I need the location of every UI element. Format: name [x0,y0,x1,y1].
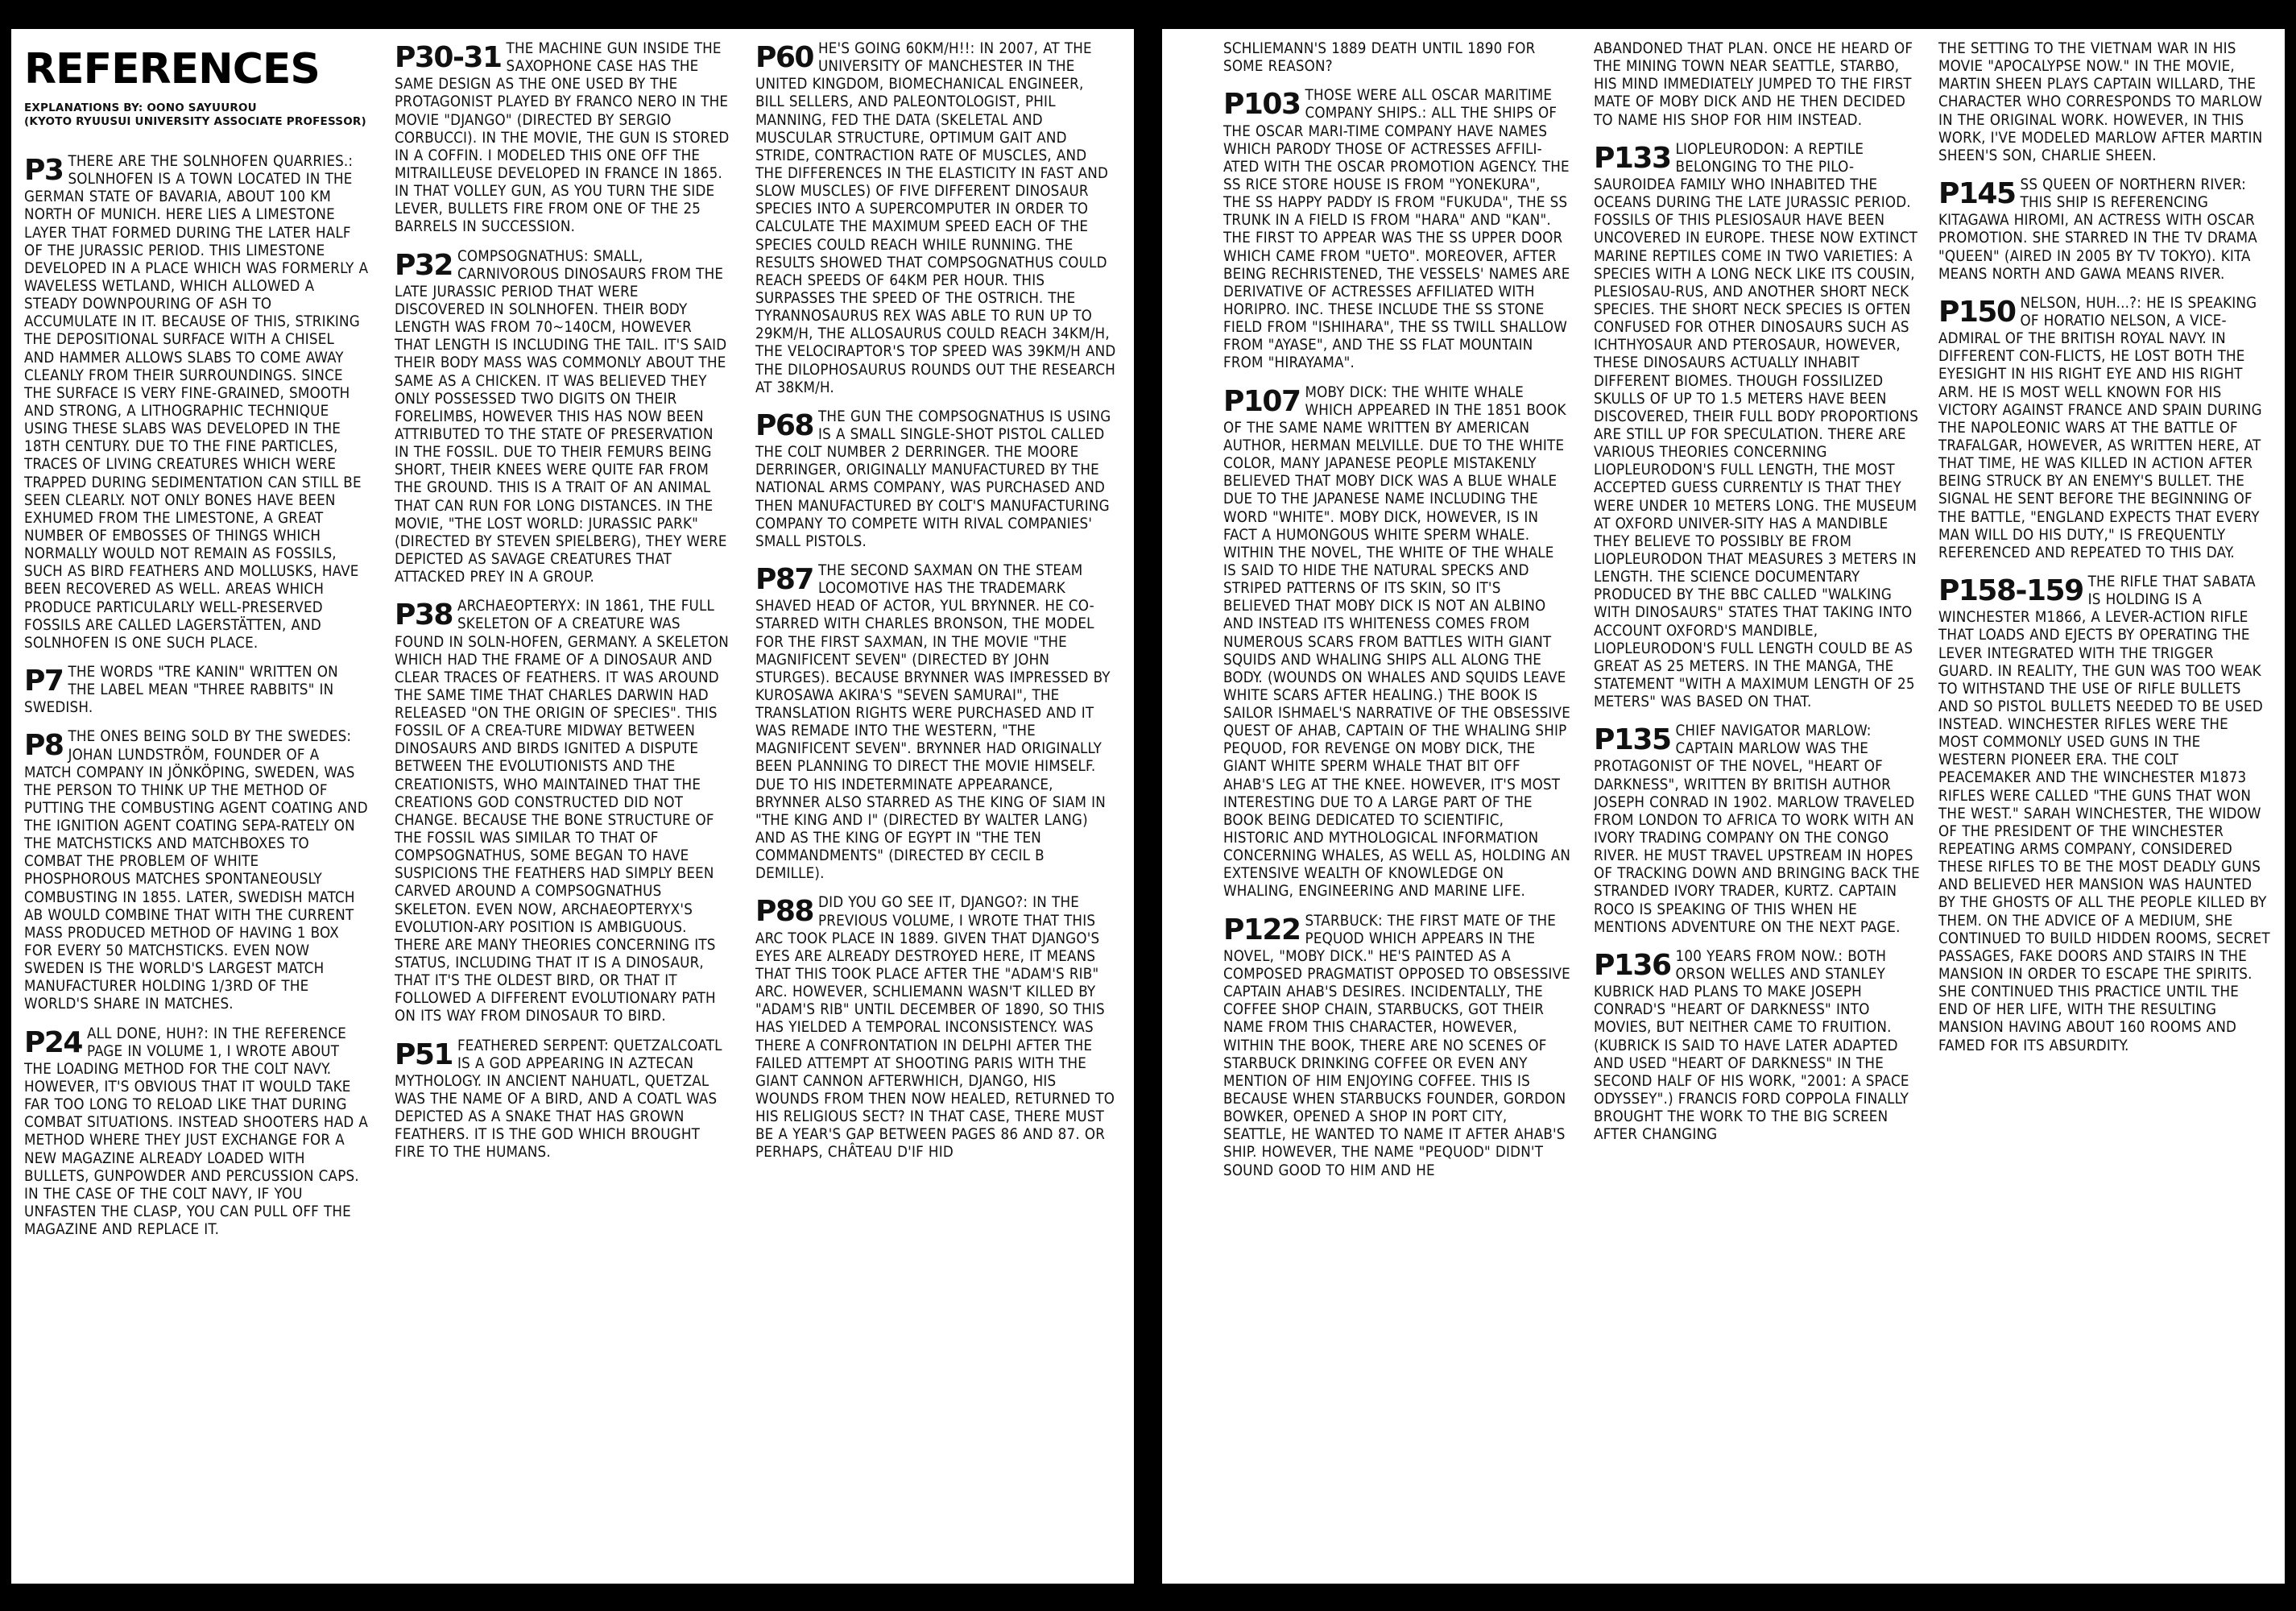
page-number-label: P88 [755,895,813,929]
reference-entry [1938,574,2270,1055]
reference-entry [755,894,1116,1162]
page-number-label: P145 [1938,176,2016,210]
page-number-label: P32 [395,248,453,282]
reference-entry [755,562,1116,884]
page-number-label: P103 [1223,88,1301,122]
entry-text: THE ONES BEING SOLD BY THE SWEDES: JOHAN LUNDSTRÖM, FOUNDER OF A MATCH COMPANY IN JÖNKÖPING, SWEDEN, WAS THE PERSON TO THINK UP THE METHOD OF PUTTING THE COMBUSTING AGENT COATING AND THE IGNITION AGENT COATING SEPA-RATELY ON THE MATCHSTICKS AND MATCHBOXES TO COMBAT THE PROBLEM OF WHITE PHOSPHOROUS MATCHES SPONTANEOUSLY COMBUSTING IN 1855. LATER, SWEDISH MATCH AB WOULD COMBINE THAT WITH THE CURRENT MASS PRODUCED METHOD OF HAVING 1 BOX FOR EVERY 50 MATCHSTICKS. EVEN NOW SWEDEN IS THE WORLD'S LARGEST MATCH MANUFACTURER HOLDING 1/3RD OF THE WORLD'S SHARE IN MATCHES. [24,728,368,1013]
page-number-label: P3 [24,154,64,187]
entry-text: THOSE WERE ALL OSCAR MARITIME COMPANY SHIPS.: ALL THE SHIPS OF THE OSCAR MARI-TIME COMPANY HAVE NAMES WHICH PARODY THOSE OF ACTRESSES AFFILI-ATED WITH THE OSCAR PROMOTION AGENCY. THE SS RICE STORE HOUSE IS FROM "YONEKURA", THE SS HAPPY PADDY IS FROM "FUKUDA", THE SS TRUNK IN A FIELD IS FROM "HARA" AND "KAN". THE FIRST TO APPEAR WAS THE SS UPPER DOOR WHICH CAME FROM "UETO". MOREOVER, AFTER BEING RECHRISTENED, THE VESSELS' NAMES ARE DERIVATIVE OF ACTRESSES AFFILIATED WITH HORIPRO. INC. THESE INCLUDE THE SS STONE FIELD FROM "ISHIHARA", THE SS TWILL SHALLOW FROM "AYASE", AND THE SS FLAT MOUNTAIN FROM "HIRAYAMA". [1223,87,1570,372]
entry-text: LIOPLEURODON: A REPTILE BELONGING TO THE PILO-SAUROIDEA FAMILY WHO INHABITED THE OCEANS DURING THE LATE JURASSIC PERIOD. FOSSILS OF THIS PLESIOSAUR HAVE BEEN UNCOVERED IN EUROPE. THESE NOW EXTINCT MARINE REPTILES COME IN TWO VARIETIES: A SPECIES WITH A LONG NECK LIKE ITS COUSIN, PLESIOSAU-RUS, AND ANOTHER SHORT NECK SPECIES. THE SHORT NECK SPECIES IS OFTEN CONFUSED FOR OTHER DINOSAURS SUCH AS ICHTHYOSAUR AND PTEROSAUR, HOWEVER, THESE DINOSAURS ACTUALLY INHABIT DIFFERENT BIOMES. THOUGH FOSSILIZED SKULLS OF UP TO 1.5 METERS HAVE BEEN DISCOVERED, THEIR FULL BODY PROPORTIONS ARE STILL UP FOR SPECULATION. THERE ARE VARIOUS THEORIES CONCERNING LIOPLEURODON'S FULL LENGTH, THE MOST ACCEPTED GUESS CURRENTLY IS THAT THEY WERE UNDER 10 METERS LONG. THE MUSEUM AT OXFORD UNIVER-SITY HAS A MANDIBLE THEY BELIEVE TO POSSIBLY BE FROM LIOPLEURODON THAT MEASURES 3 METERS IN LENGTH. THE SCIENCE DOCUMENTARY PRODUCED BY THE BBC CALLED "WALKING WITH DINOSAURS" STATES THAT TAKING INTO ACCOUNT OXFORD'S MANDIBLE, LIOPLEURODON'S FULL LENGTH COULD BE AS GREAT AS 25 METERS. IN THE MANGA, THE STATEMENT "WITH A MAXIMUM LENGTH OF 25 METERS" WAS BASED ON THAT. [1594,140,1919,711]
entry-text: ARCHAEOPTERYX: IN 1861, THE FULL SKELETON OF A CREATURE WAS FOUND IN SOLN-HOFEN, GERMANY. A SKELETON WHICH HAD THE FRAME OF A DINOSAUR AND CLEAR TRACES OF FEATHERS. IT WAS AROUND THE SAME TIME THAT CHARLES DARWIN HAD RELEASED "ON THE ORIGIN OF SPECIES". THIS FOSSIL OF A CREA-TURE MIDWAY BETWEEN DINOSAURS AND BIRDS IGNITED A DISPUTE BETWEEN THE EVOLUTIONISTS AND THE CREATIONISTS, WHO MAINTAINED THAT THE CREATIONS GOD CONSTRUCTED DID NOT CHANGE. BECAUSE THE BONE STRUCTURE OF THE FOSSIL WAS SIMILAR TO THAT OF COMPSOGNATHUS, SOME BEGAN TO HAVE SUSPICIONS THE FEATHERS HAD SIMPLY BEEN CARVED AROUND A COMPSOGNATHUS SKELETON. EVEN NOW, ARCHAEOPTERYX'S EVOLUTION-ARY POSITION IS AMBIGUOUS. THERE ARE MANY THEORIES CONCERNING ITS STATUS, INCLUDING THAT IT IS A DINOSAUR, THAT IT'S THE OLDEST BIRD, OR THAT IT FOLLOWED A DIFFERENT EVOLUTIONARY PATH ON ITS WAY FROM DINOSAUR TO BIRD. [395,598,730,1025]
entry-text: THE RIFLE THAT SABATA IS HOLDING IS A WINCHESTER M1866, A LEVER-ACTION RIFLE THAT LOADS AND EJECTS BY OPERATING THE LEVER INTEGRATED WITH THE TRIGGER GUARD. IN REALITY, THE GUN WAS TOO WEAK TO WITHSTAND THE USE OF RIFLE BULLETS AND SO PISTOL BULLETS NEEDED TO BE USED INSTEAD. WINCHESTER RIFLES WERE THE MOST COMMONLY USED GUNS IN THE WESTERN PIONEER ERA. THE COLT PEACEMAKER AND THE WINCHESTER M1873 RIFLES WERE CALLED "THE GUNS THAT WON THE WEST." SARAH WINCHESTER, THE WIDOW OF THE PRESIDENT OF THE WINCHESTER REPEATING ARMS COMPANY, CONSIDERED THESE RIFLES TO BE THE MOST DEADLY GUNS AND BELIEVED HER MANSION WAS HAUNTED BY THE GHOSTS OF ALL THE PEOPLE KILLED BY THEM. ON THE ADVICE OF A MEDIUM, SHE CONTINUED TO BUILD HIDDEN ROOMS, SECRET PASSAGES, FAKE DOORS AND STAIRS IN THE MANSION IN ORDER TO ESCAPE THE SPIRITS. SHE CONTINUED THIS PRACTICE UNTIL THE END OF HER LIFE, WITH THE RESULTING MANSION HAVING ABOUT 160 ROOMS AND FAMED FOR ITS ABSURDITY. [1938,573,2270,1054]
right-column-2 [1594,40,1926,1576]
reference-entry [1594,141,1926,712]
page-number-label: P38 [395,598,453,632]
reference-entry [395,40,731,237]
continued-text: SCHLIEMANN'S 1889 DEATH UNTIL 1890 FOR SOME REASON? [1223,40,1536,76]
entry-text: THE SECOND SAXMAN ON THE STEAM LOCOMOTIVE HAS THE TRADEMARK SHAVED HEAD OF ACTOR, YUL BRYNNER. HE CO-STARRED WITH CHARLES BRONSON, THE MODEL FOR THE FIRST SAXMAN, IN THE MOVIE "THE MAGNIFICENT SEVEN" (DIRECTED BY JOHN STURGES). BECAUSE BRYNNER WAS IMPRESSED BY KUROSAWA AKIRA'S "SEVEN SAMURAI", THE TRANSLATION RIGHTS WERE PURCHASED AND IT WAS REMADE INTO THE WESTERN, "THE MAGNIFICENT SEVEN". BRYNNER HAD ORIGINALLY BEEN PLANNING TO DIRECT THE MOVIE HIMSELF. DUE TO HIS INDETERMINATE APPEARANCE, BRYNNER ALSO STARRED AS THE KING OF SIAM IN "THE KING AND I" (DIRECTED BY WALTER LANG) AND AS THE KING OF EGYPT IN "THE TEN COMMANDMENTS" (DIRECTED BY CECIL B DEMILLE). [755,561,1111,883]
entry-text: THE GUN THE COMPSOGNATHUS IS USING IS A SMALL SINGLE-SHOT PISTOL CALLED THE COLT NUMBER 2 DERRINGER. THE MOORE DERRINGER, ORIGINALLY MANUFACTURED BY THE NATIONAL ARMS COMPANY, WAS PURCHASED AND THEN MANUFACTURED BY COLT'S MANUFACTURING COMPANY TO COMPETE WITH RIVAL COMPANIES' SMALL PISTOLS. [755,408,1111,550]
continued-text: ABANDONED THAT PLAN. ONCE HE HEARD OF THE MINING TOWN NEAR SEATTLE, STARBO, HIS MIND IMMEDIATELY JUMPED TO THE FIRST MATE OF MOBY DICK AND HE THEN DECIDED TO NAME HIS SHOP FOR HIM INSTEAD. [1594,40,1913,129]
page-number-label: P68 [755,408,813,442]
entry-text: MOBY DICK: THE WHITE WHALE WHICH APPEARED IN THE 1851 BOOK OF THE SAME NAME WRITTEN BY AMERICAN AUTHOR, HERMAN MELVILLE. DUE TO THE WHITE COLOR, MANY JAPANESE PEOPLE MISTAKENLY BELIEVED THAT MOBY DICK WAS A BLUE WHALE DUE TO THE JAPANESE NAME INCLUDING THE WORD "WHITE". MOBY DICK, HOWEVER, IS IN FACT A HUMONGOUS WHITE SPERM WHALE. WITHIN THE NOVEL, THE WHITE OF THE WHALE IS SAID TO HIDE THE NATURAL SPECKS AND STRIPED PATTERNS OF ITS SKIN, SO IT'S BELIEVED THAT MOBY DICK IS NOT AN ALBINO AND INSTEAD ITS WHITENESS COMES FROM NUMEROUS SCARS FROM BATTLES WITH GIANT SQUIDS AND WHALING SHIPS ALL ALONG THE BODY. (WOUNDS ON WHALES AND SQUIDS LEAVE WHITE SCARS AFTER HEALING.) THE BOOK IS SAILOR ISHMAEL'S NARRATIVE OF THE OBSESSIVE QUEST OF AHAB, CAPTAIN OF THE WHALING SHIP PEQUOD, FOR REVENGE ON MOBY DICK, THE GIANT WHITE SPERM WHALE THAT BIT OFF AHAB'S LEG AT THE KNEE. HOWEVER, IT'S MOST INTERESTING DUE TO A LARGE PART OF THE BOOK BEING DEDICATED TO SCIENTIFIC, HISTORIC AND MYTHOLOGICAL INFORMATION CONCERNING WHALES, AS WELL AS, HOLDING AN EXTENSIVE WEALTH OF KNOWLEDGE ON WHALING, ENGINEERING AND MARINE LIFE. [1223,383,1571,901]
entry-text: DID YOU GO SEE IT, DJANGO?: IN THE PREVIOUS VOLUME, I WROTE THAT THIS ARC TOOK PLACE IN 1889. GIVEN THAT DJANGO'S EYES ARE ALREADY DESTROYED HERE, IT MEANS THAT THIS TOOK PLACE AFTER THE "ADAM'S RIB" ARC. HOWEVER, SCHLIEMANN WASN'T KILLED BY "ADAM'S RIB" UNTIL DECEMBER OF 1890, SO THIS HAS YIELDED A TEMPORAL INCONSISTENCY. WAS THERE A CONFRONTATION IN DELPHI AFTER THE FAILED ATTEMPT AT SHOOTING PARIS WITH THE GIANT CANNON AFTERWHICH, DJANGO, HIS WOUNDS FROM THEN NOW HEALED, RETURNED TO HIS RELIGIOUS SECT? IN THAT CASE, THERE MUST BE A YEAR'S GAP BETWEEN PAGES 86 AND 87. OR PERHAPS, CHÂTEAU D'IF HID [755,894,1115,1162]
left-page [11,29,1134,1584]
reference-entry [24,153,369,652]
entry-text: HE'S GOING 60KM/H!!: IN 2007, AT THE UNIVERSITY OF MANCHESTER IN THE UNITED KINGDOM, BIOMECHANICAL ENGINEER, BILL SELLERS, AND PALEONTOLOGIST, PHIL MANNING, FED THE DATA (SKELETAL AND MUSCULAR STRUCTURE, OPTIMUM GAIT AND STRIDE, CONTRACTION RATE OF MUSCLES, AND THE DIFFERENCES IN THE ELASTICITY IN FAST AND SLOW MUSCLES) OF FIVE DIFFERENT DINOSAUR SPECIES INTO A SUPERCOMPUTER IN ORDER TO CALCULATE THE MAXIMUM SPEED EACH OF THE SPECIES COULD REACH WHILE RUNNING. THE RESULTS SHOWED THAT COMPSOGNATHUS COULD REACH SPEEDS OF 64KM PER HOUR. THIS SURPASSES THE SPEED OF THE OSTRICH. THE TYRANNOSAURUS REX WAS ABLE TO RUN UP TO 29KM/H, THE ALLOSAURUS COULD REACH 34KM/H, THE VELOCIRAPTOR'S TOP SPEED WAS 39KM/H AND THE DILOPHOSAURUS ROUNDS OUT THE RESEARCH AT 38KM/H. [755,40,1116,396]
page-number-label: P87 [755,562,813,596]
reference-entry [1594,723,1926,937]
page-number-label: P107 [1223,384,1301,418]
reference-entry [395,598,731,1025]
page-number-label: P7 [24,664,64,698]
credit-author: EXPLANATIONS BY: OONO SAYUUROU [24,101,257,114]
reference-entry [1594,948,1926,1145]
reference-entry [755,408,1116,551]
reference-entry [395,1037,731,1162]
reference-entry [1938,176,2270,284]
left-column-3 [755,40,1116,1576]
page-number-label: P8 [24,729,64,763]
entries-list [395,40,731,1162]
entry-text: THE WORDS "TRE KANIN" WRITTEN ON THE LABEL MEAN "THREE RABBITS" IN SWEDISH. [24,663,338,717]
entries-list [1938,176,2270,1055]
credit-line [24,101,369,129]
entry-text: 100 YEARS FROM NOW.: BOTH ORSON WELLES AND STANLEY KUBRICK HAD PLANS TO MAKE JOSEPH CONRAD'S "HEART OF DARKNESS" INTO MOVIES, BUT NEITHER CAME TO FRUITION. (KUBRICK IS SAID TO HAVE LATER ADAPTED AND USED "HEART OF DARKNESS" IN THE SECOND HALF OF HIS WORK, "2001: A SPACE ODYSSEY".) FRANCIS FORD COPPOLA FINALLY BROUGHT THE WORK TO THE BIG SCREEN AFTER CHANGING [1594,947,1909,1144]
page-title: REFERENCES [24,45,320,93]
right-column-3 [1938,40,2270,1576]
entries-list [1223,87,1571,1179]
entry-text: SS QUEEN OF NORTHERN RIVER: THIS SHIP IS REFERENCING KITAGAWA HIROMI, AN ACTRESS WITH OSCAR PROMOTION. SHE STARRED IN THE TV DRAMA "QUEEN" (AIRED IN 2005 BY TV TOKYO). KITA MEANS NORTH AND GAWA MEANS RIVER. [1938,176,2257,283]
reference-entry [24,1025,369,1240]
right-page [1162,29,2285,1584]
page-number-label: P24 [24,1025,82,1059]
entries-list [24,153,369,1239]
left-column-1 [24,40,369,1576]
right-column-1 [1223,40,1571,1576]
entry-text: NELSON, HUH...?: HE IS SPEAKING OF HORATIO NELSON, A VICE-ADMIRAL OF THE BRITISH ROYAL NAVY. IN DIFFERENT CON-FLICTS, HE LOST BOTH THE EYESIGHT IN HIS RIGHT EYE AND HIS RIGHT ARM. HE IS MOST WELL KNOWN FOR HIS VICTORY AGAINST FRANCE AND SPAIN DURING THE NAPOLEONIC WARS AT THE BATTLE OF TRAFALGAR, HOWEVER, AS WRITTEN HERE, AT THAT TIME, HE WAS KILLED IN ACTION AFTER BEING STRUCK BY AN ENEMY'S BULLET. THE SIGNAL HE SENT BEFORE THE BEGINNING OF THE BATTLE, "ENGLAND EXPECTS THAT EVERY MAN WILL DO HIS DUTY," IS FREQUENTLY REFERENCED AND REPEATED TO THIS DAY. [1938,294,2262,561]
page-number-label: P158-159 [1938,574,2083,607]
left-column-2 [395,40,731,1576]
entry-text: STARBUCK: THE FIRST MATE OF THE PEQUOD WHICH APPEARS IN THE NOVEL, "MOBY DICK." HE'S PAINTED AS A COMPOSED PRAGMATIST OPPOSED TO OBSESSIVE CAPTAIN AHAB'S DESIRES. INCIDENTALLY, THE COFFEE SHOP CHAIN, STARBUCKS, GOT THEIR NAME FROM THIS CHARACTER, HOWEVER, WITHIN THE BOOK, THERE ARE NO SCENES OF STARBUCK DRINKING COFFEE OR EVEN ANY MENTION OF HIM ENJOYING COFFEE. THIS IS BECAUSE WHEN STARBUCKS FOUNDER, GORDON BOWKER, OPENED A SHOP IN PORT CITY, SEATTLE, HE WANTED TO NAME IT AFTER AHAB'S SHIP. HOWEVER, THE NAME "PEQUOD" DIDN'T SOUND GOOD TO HIM AND HE [1223,912,1570,1179]
page-number-label: P133 [1594,141,1671,175]
entry-text: FEATHERED SERPENT: QUETZALCOATL IS A GOD APPEARING IN AZTECAN MYTHOLOGY. IN ANCIENT NAHUATL, QUETZAL WAS THE NAME OF A BIRD, AND A COATL WAS DEPICTED AS A SNAKE THAT HAS GROWN FEATHERS. IT IS THE GOD WHICH BROUGHT FIRE TO THE HUMANS. [395,1037,722,1162]
entry-text: THERE ARE THE SOLNHOFEN QUARRIES.: SOLNHOFEN IS A TOWN LOCATED IN THE GERMAN STATE OF BAVARIA, ABOUT 100 KM NORTH OF MUNICH. HERE LIES A LIMESTONE LAYER THAT FORMED DURING THE LATER HALF OF THE JURASSIC PERIOD. THIS LIMESTONE DEVELOPED IN A PLACE WHICH WAS FORMERLY A WAVELESS WETLAND, WHICH ALLOWED A STEADY DOWNPOURING OF ASH TO ACCUMULATE IN IT. BECAUSE OF THIS, STRIKING THE DEPOSITIONAL SURFACE WITH A CHISEL AND HAMMER ALLOWS SLABS TO COME AWAY CLEANLY FROM THEIR SURROUNDINGS. SINCE THE SURFACE IS VERY FINE-GRAINED, SMOOTH AND STRONG, A LITHOGRAPHIC TECHNIQUE USING THESE SLABS WAS DEVELOPED IN THE 18TH CENTURY. DUE TO THE FINE PARTICLES, TRACES OF LIVING CREATURES WHICH WERE TRAPPED DURING SEDIMENTATION CAN STILL BE SEEN CLEARLY. NOT ONLY BONES HAVE BEEN EXHUMED FROM THE LIMESTONE, A GREAT NUMBER OF EMBOSSES OF THINGS WHICH NORMALLY WOULD NOT REMAIN AS FOSSILS, SUCH AS BIRD FEATHERS AND MOLLUSKS, HAVE BEEN RECOVERED AS WELL. AREAS WHICH PRODUCE PARTICULARLY WELL-PRESERVED FOSSILS ARE CALLED LAGERSTÄTTEN, AND SOLNHOFEN IS ONE SUCH PLACE. [24,153,369,652]
page-number-label: P135 [1594,723,1671,757]
entry-text: COMPSOGNATHUS: SMALL, CARNIVOROUS DINOSAURS FROM THE LATE JURASSIC PERIOD THAT WERE DISCOVERED IN SOLNHOFEN. THEIR BODY LENGTH WAS FROM 70~140CM, HOWEVER THAT LENGTH IS INCLUDING THE TAIL. IT'S SAID THEIR BODY MASS WAS COMMONLY ABOUT THE SAME AS A CHICKEN. IT WAS BELIEVED THEY ONLY POSSESSED TWO DIGITS ON THEIR FORELIMBS, HOWEVER THIS HAS NOW BEEN ATTRIBUTED TO THE STATE OF PRESERVATION IN THE FOSSIL. DUE TO THEIR FEMURS BEING SHORT, THEIR KNEES WERE QUITE FAR FROM THE GROUND. THIS IS A TRAIT OF AN ANIMAL THAT CAN RUN FOR LONG DISTANCES. IN THE MOVIE, "THE LOST WORLD: JURASSIC PARK" (DIRECTED BY STEVEN SPIELBERG), THEY WERE DEPICTED AS SAVAGE CREATURES THAT ATTACKED PREY IN A GROUP. [395,247,727,586]
continued-text: THE SETTING TO THE VIETNAM WAR IN HIS MOVIE "APOCALYPSE NOW." IN THE MOVIE, MARTIN SHEEN PLAYS CAPTAIN WILLARD, THE CHARACTER WHO CORRESPONDS TO MARLOW IN THE ORIGINAL WORK. HOWEVER, IN THIS WORK, I'VE MODELED MARLOW AFTER MARTIN SHEEN'S SON, CHARLIE SHEEN. [1938,40,2263,164]
page-number-label: P60 [755,41,813,74]
entry-text: ALL DONE, HUH?: IN THE REFERENCE PAGE IN VOLUME 1, I WROTE ABOUT THE LOADING METHOD FOR THE COLT NAVY. HOWEVER, IT'S OBVIOUS THAT IT WOULD TAKE FAR TOO LONG TO RELOAD LIKE THAT DURING COMBAT SITUATIONS. INSTEAD SHOOTERS HAD A METHOD WHERE THEY JUST EXCHANGE FOR A NEW MAGAZINE ALREADY LOADED WITH BULLETS, GUNPOWDER AND PERCUSSION CAPS. IN THE CASE OF THE COLT NAVY, IF YOU UNFASTEN THE CLASP, YOU CAN PULL OFF THE MAGAZINE AND REPLACE IT. [24,1025,369,1239]
page-number-label: P150 [1938,295,2016,329]
credit-affiliation: (KYOTO RYUUSUI UNIVERSITY ASSOCIATE PROFESSOR) [24,115,366,128]
entries-list [1594,141,1926,1145]
reference-entry [1938,295,2270,562]
reference-entry [1223,384,1571,901]
reference-entry [1223,913,1571,1180]
entries-list [755,40,1116,1162]
page-number-label: P122 [1223,913,1301,946]
reference-entry [395,248,731,587]
reference-entry [24,664,369,717]
entry-text: THE MACHINE GUN INSIDE THE SAXOPHONE CASE HAS THE SAME DESIGN AS THE ONE USED BY THE PROTAGONIST PLAYED BY FRANCO NERO IN THE MOVIE "DJANGO" (DIRECTED BY SERGIO CORBUCCI). IN THE MOVIE, THE GUN IS STORED IN A COFFIN. I MODELED THIS ONE OFF THE MITRAILLEUSE DEVELOPED IN FRANCE IN 1865. IN THAT VOLLEY GUN, AS YOU TURN THE SIDE LEVER, BULLETS FIRE FROM ONE OF THE 25 BARRELS IN SUCCESSION. [395,40,730,236]
page-number-label: P51 [395,1037,453,1071]
reference-entry [24,728,369,1013]
page-number-label: P30-31 [395,41,502,74]
reference-entry [755,40,1116,397]
entry-text: CHIEF NAVIGATOR MARLOW: CAPTAIN MARLOW WAS THE PROTAGONIST OF THE NOVEL, "HEART OF DARKNESS", WRITTEN BY BRITISH AUTHOR JOSEPH CONRAD IN 1902. MARLOW TRAVELED FROM LONDON TO AFRICA TO WORK WITH AN IVORY TRADING COMPANY ON THE CONGO RIVER. HE MUST TRAVEL UPSTREAM IN HOPES OF TRACKING DOWN AND BRINGING BACK THE STRANDED IVORY TRADER, KURTZ. CAPTAIN ROCO IS SPEAKING OF THIS WHEN HE MENTIONS ADVENTURE ON THE NEXT PAGE. [1594,723,1920,936]
page-number-label: P136 [1594,948,1671,982]
reference-entry [1223,87,1571,372]
